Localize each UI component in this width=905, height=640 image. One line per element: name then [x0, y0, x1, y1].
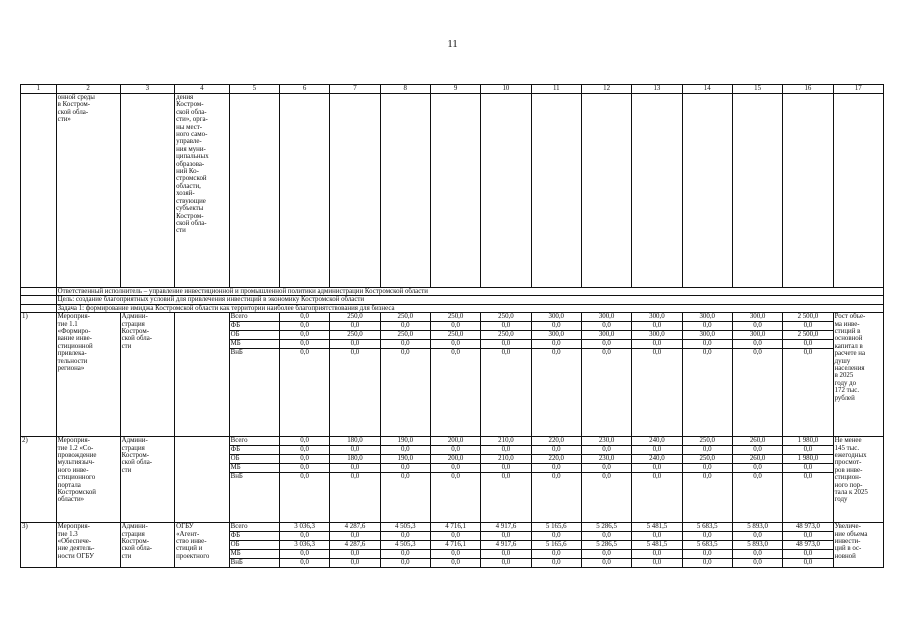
amount-cell: 0,0	[732, 322, 782, 331]
amount-cell: 4 716,1	[430, 523, 480, 532]
amount-cell: 0,0	[581, 559, 631, 568]
amount-cell: 0,0	[581, 322, 631, 331]
cont-cell-5	[229, 94, 279, 288]
cont-cell-3	[120, 94, 175, 288]
funding-source: ФБ	[229, 322, 279, 331]
amount-cell: 0,0	[581, 532, 631, 541]
funding-source: ФБ	[229, 446, 279, 455]
program-table	[20, 84, 884, 568]
amount-cell: 250,0	[481, 313, 531, 322]
goal-row	[21, 296, 884, 304]
cont-cell-12	[581, 94, 631, 288]
measure-executor: Админи- страция Костром- ской обла- сти	[120, 313, 175, 437]
amount-cell: 0,0	[380, 550, 430, 559]
amount-cell: 250,0	[330, 331, 380, 340]
amount-cell: 0,0	[330, 532, 380, 541]
amount-cell: 4 917,6	[481, 541, 531, 550]
amount-cell: 5 481,5	[632, 523, 682, 532]
amount-cell: 0,0	[430, 532, 480, 541]
amount-cell: 0,0	[682, 559, 732, 568]
cont-measure-name: онной среды в Костром- ской обла- сти»	[56, 94, 120, 288]
header-row	[21, 85, 884, 94]
amount-cell: 1 980,0	[783, 437, 833, 446]
amount-cell: 220,0	[531, 437, 581, 446]
amount-cell: 0,0	[279, 437, 329, 446]
amount-cell: 5 893,0	[732, 523, 782, 532]
amount-cell: 0,0	[632, 349, 682, 437]
amount-cell: 0,0	[330, 550, 380, 559]
measure-partner	[175, 313, 230, 437]
cont-cell-17	[833, 94, 883, 288]
amount-cell: 0,0	[531, 446, 581, 455]
goal-line: Цель: создание благоприятных условий для привлечения инвестиций в экономику Костромской области	[56, 296, 883, 304]
amount-cell: 0,0	[632, 446, 682, 455]
measure-name: Мероприя- тие 1.1 «Формиро- вание инве- стиционной привлека- тельности региона»	[56, 313, 120, 437]
amount-cell: 250,0	[430, 313, 480, 322]
amount-cell: 4 716,1	[430, 541, 480, 550]
amount-cell: 0,0	[682, 340, 732, 349]
funding-source: Всего	[229, 523, 279, 532]
funding-source: ОБ	[229, 331, 279, 340]
executor-line: Ответственный исполнитель – управление инвестиционной и промышленной политики администрации Костромской области	[56, 288, 883, 296]
header-col-7: 7	[330, 85, 380, 94]
amount-cell: 0,0	[632, 464, 682, 473]
amount-cell: 0,0	[732, 559, 782, 568]
amount-cell: 0,0	[330, 340, 380, 349]
cont-cell-16	[783, 94, 833, 288]
amount-cell: 0,0	[732, 446, 782, 455]
cont-cell-15	[732, 94, 782, 288]
amount-cell: 0,0	[481, 446, 531, 455]
amount-cell: 0,0	[481, 559, 531, 568]
amount-cell: 250,0	[330, 313, 380, 322]
measure-number: 3)	[21, 523, 57, 568]
measure-number: 1)	[21, 313, 57, 437]
amount-cell: 0,0	[531, 349, 581, 437]
amount-cell: 250,0	[430, 331, 480, 340]
amount-cell: 0,0	[783, 464, 833, 473]
expected-result: Не менее 145 тыс. ежегодных просмот- ров инве- стицион- ного пор- тала к 2025 году	[833, 437, 883, 523]
budget-row	[21, 523, 884, 532]
amount-cell: 190,0	[380, 455, 430, 464]
amount-cell: 250,0	[682, 437, 732, 446]
header-col-11: 11	[531, 85, 581, 94]
amount-cell: 0,0	[632, 559, 682, 568]
task-row-num	[21, 304, 57, 312]
amount-cell: 0,0	[783, 349, 833, 437]
task-line: Задача 1: формирование имиджа Костромской области как территории наиболее благоприятствования для бизнеса	[56, 304, 883, 312]
funding-source: ФБ	[229, 532, 279, 541]
header-col-3: 3	[120, 85, 175, 94]
header-col-9: 9	[430, 85, 480, 94]
measure-name: Мероприя- тие 1.3 «Обеспече- ние деятель- ности ОГБУ	[56, 523, 120, 568]
amount-cell: 0,0	[581, 340, 631, 349]
amount-cell: 0,0	[581, 349, 631, 437]
amount-cell: 0,0	[481, 340, 531, 349]
amount-cell: 0,0	[481, 473, 531, 523]
amount-cell: 5 893,0	[732, 541, 782, 550]
amount-cell: 0,0	[279, 455, 329, 464]
amount-cell: 0,0	[632, 473, 682, 523]
amount-cell: 0,0	[531, 473, 581, 523]
measure-partner: ОГБУ «Агент- ство инве- стиций и проектного	[175, 523, 230, 568]
amount-cell: 0,0	[279, 331, 329, 340]
amount-cell: 0,0	[732, 532, 782, 541]
amount-cell: 0,0	[279, 464, 329, 473]
amount-cell: 0,0	[279, 559, 329, 568]
amount-cell: 0,0	[632, 532, 682, 541]
amount-cell: 0,0	[481, 532, 531, 541]
amount-cell: 300,0	[531, 313, 581, 322]
continuation-row	[21, 94, 884, 288]
amount-cell: 0,0	[481, 464, 531, 473]
amount-cell: 0,0	[682, 464, 732, 473]
amount-cell: 1 980,0	[783, 455, 833, 464]
amount-cell: 240,0	[632, 437, 682, 446]
amount-cell: 0,0	[682, 446, 732, 455]
amount-cell: 300,0	[632, 313, 682, 322]
amount-cell: 0,0	[430, 322, 480, 331]
amount-cell: 0,0	[279, 532, 329, 541]
amount-cell: 0,0	[481, 349, 531, 437]
amount-cell: 0,0	[430, 446, 480, 455]
header-col-8: 8	[380, 85, 430, 94]
amount-cell: 4 917,6	[481, 523, 531, 532]
amount-cell: 0,0	[330, 473, 380, 523]
cont-cell-7	[330, 94, 380, 288]
amount-cell: 0,0	[732, 349, 782, 437]
table-body	[21, 85, 884, 568]
amount-cell: 0,0	[430, 340, 480, 349]
amount-cell: 0,0	[581, 464, 631, 473]
amount-cell: 250,0	[380, 313, 430, 322]
amount-cell: 0,0	[682, 473, 732, 523]
executor-row	[21, 288, 884, 296]
amount-cell: 0,0	[380, 559, 430, 568]
amount-cell: 250,0	[380, 331, 430, 340]
amount-cell: 200,0	[430, 437, 480, 446]
amount-cell: 0,0	[430, 464, 480, 473]
amount-cell: 250,0	[481, 331, 531, 340]
header-col-2: 2	[56, 85, 120, 94]
amount-cell: 0,0	[783, 532, 833, 541]
amount-cell: 300,0	[581, 331, 631, 340]
amount-cell: 210,0	[481, 455, 531, 464]
header-col-15: 15	[732, 85, 782, 94]
amount-cell: 0,0	[330, 322, 380, 331]
funding-source: ВнБ	[229, 349, 279, 437]
amount-cell: 300,0	[581, 313, 631, 322]
amount-cell: 0,0	[279, 313, 329, 322]
amount-cell: 0,0	[682, 550, 732, 559]
goal-row-num	[21, 296, 57, 304]
amount-cell: 210,0	[481, 437, 531, 446]
cont-partners: дения Костром- ской обла- сти», орга- ны мест- ного само- управле- ния муни- ципальных образова- ний Ко- стромской области, хозяй- ствующие субъекты Костром- ской обла- сти	[175, 94, 230, 288]
funding-source: ОБ	[229, 455, 279, 464]
amount-cell: 48 973,0	[783, 541, 833, 550]
measure-name: Мероприя- тие 1.2 «Со- провождение мультиязыч- ного инве- стиционного портала Костромской области»	[56, 437, 120, 523]
measure-partner	[175, 437, 230, 523]
amount-cell: 0,0	[783, 473, 833, 523]
amount-cell: 5 286,5	[581, 523, 631, 532]
amount-cell: 0,0	[783, 340, 833, 349]
amount-cell: 0,0	[531, 340, 581, 349]
amount-cell: 5 683,5	[682, 523, 732, 532]
amount-cell: 0,0	[330, 446, 380, 455]
amount-cell: 0,0	[481, 550, 531, 559]
cont-cell-1	[21, 94, 57, 288]
cont-cell-9	[430, 94, 480, 288]
amount-cell: 4 287,6	[330, 541, 380, 550]
amount-cell: 4 287,6	[330, 523, 380, 532]
amount-cell: 0,0	[380, 349, 430, 437]
amount-cell: 2 500,0	[783, 331, 833, 340]
amount-cell: 230,0	[581, 455, 631, 464]
amount-cell: 5 165,6	[531, 523, 581, 532]
cont-cell-11	[531, 94, 581, 288]
header-col-6: 6	[279, 85, 329, 94]
budget-row	[21, 313, 884, 322]
amount-cell: 0,0	[581, 473, 631, 523]
amount-cell: 0,0	[632, 340, 682, 349]
amount-cell: 240,0	[632, 455, 682, 464]
amount-cell: 0,0	[380, 340, 430, 349]
amount-cell: 0,0	[279, 550, 329, 559]
header-col-13: 13	[632, 85, 682, 94]
amount-cell: 48 973,0	[783, 523, 833, 532]
funding-source: МБ	[229, 550, 279, 559]
amount-cell: 0,0	[682, 322, 732, 331]
amount-cell: 0,0	[531, 322, 581, 331]
header-col-14: 14	[682, 85, 732, 94]
amount-cell: 0,0	[632, 322, 682, 331]
funding-source: МБ	[229, 464, 279, 473]
amount-cell: 0,0	[430, 559, 480, 568]
amount-cell: 3 036,3	[279, 523, 329, 532]
header-col-12: 12	[581, 85, 631, 94]
header-col-5: 5	[229, 85, 279, 94]
cont-cell-6	[279, 94, 329, 288]
funding-source: Всего	[229, 437, 279, 446]
header-col-16: 16	[783, 85, 833, 94]
amount-cell: 0,0	[380, 464, 430, 473]
measure-executor: Админи- страция Костром- ской обла- сти	[120, 437, 175, 523]
amount-cell: 190,0	[380, 437, 430, 446]
amount-cell: 0,0	[531, 464, 581, 473]
header-col-1: 1	[21, 85, 57, 94]
cont-cell-8	[380, 94, 430, 288]
amount-cell: 0,0	[430, 550, 480, 559]
amount-cell: 0,0	[380, 473, 430, 523]
amount-cell: 0,0	[531, 559, 581, 568]
amount-cell: 200,0	[430, 455, 480, 464]
cont-cell-14	[682, 94, 732, 288]
amount-cell: 300,0	[632, 331, 682, 340]
header-col-10: 10	[481, 85, 531, 94]
amount-cell: 0,0	[481, 322, 531, 331]
amount-cell: 4 505,3	[380, 541, 430, 550]
amount-cell: 0,0	[279, 446, 329, 455]
amount-cell: 230,0	[581, 437, 631, 446]
amount-cell: 0,0	[783, 322, 833, 331]
amount-cell: 0,0	[380, 446, 430, 455]
amount-cell: 0,0	[581, 550, 631, 559]
page-number: 11	[447, 38, 458, 50]
amount-cell: 0,0	[430, 349, 480, 437]
amount-cell: 0,0	[279, 473, 329, 523]
amount-cell: 0,0	[531, 550, 581, 559]
funding-source: Всего	[229, 313, 279, 322]
amount-cell: 0,0	[732, 473, 782, 523]
budget-row	[21, 437, 884, 446]
funding-source: МБ	[229, 340, 279, 349]
amount-cell: 180,0	[330, 455, 380, 464]
funding-source: ВнБ	[229, 559, 279, 568]
amount-cell: 0,0	[682, 532, 732, 541]
funding-source: ВнБ	[229, 473, 279, 523]
amount-cell: 5 481,5	[632, 541, 682, 550]
amount-cell: 0,0	[581, 446, 631, 455]
amount-cell: 2 500,0	[783, 313, 833, 322]
cont-cell-13	[632, 94, 682, 288]
amount-cell: 180,0	[330, 437, 380, 446]
amount-cell: 220,0	[531, 455, 581, 464]
amount-cell: 5 683,5	[682, 541, 732, 550]
amount-cell: 0,0	[330, 349, 380, 437]
expected-result: Увеличе- ние объема инвести- ций в ос- новной	[833, 523, 883, 568]
cont-cell-10	[481, 94, 531, 288]
amount-cell: 300,0	[682, 331, 732, 340]
amount-cell: 0,0	[783, 550, 833, 559]
amount-cell: 0,0	[682, 349, 732, 437]
amount-cell: 0,0	[783, 559, 833, 568]
amount-cell: 5 165,6	[531, 541, 581, 550]
amount-cell: 0,0	[732, 340, 782, 349]
task-row	[21, 304, 884, 312]
amount-cell: 0,0	[380, 532, 430, 541]
amount-cell: 0,0	[430, 473, 480, 523]
amount-cell: 250,0	[682, 455, 732, 464]
executor-row-num	[21, 288, 57, 296]
amount-cell: 0,0	[732, 464, 782, 473]
amount-cell: 300,0	[682, 313, 732, 322]
header-col-4: 4	[175, 85, 230, 94]
amount-cell: 4 505,3	[380, 523, 430, 532]
amount-cell: 0,0	[783, 446, 833, 455]
amount-cell: 5 286,5	[581, 541, 631, 550]
amount-cell: 0,0	[380, 322, 430, 331]
amount-cell: 0,0	[732, 550, 782, 559]
measure-executor: Админи- страция Костром- ской обла- сти	[120, 523, 175, 568]
amount-cell: 0,0	[531, 532, 581, 541]
amount-cell: 3 036,3	[279, 541, 329, 550]
expected-result: Рост объе- ма инве- стиций в основной капитал в расчете на душу населения в 2025 году до 172 тыс. рублей	[833, 313, 883, 437]
amount-cell: 0,0	[279, 349, 329, 437]
amount-cell: 300,0	[732, 331, 782, 340]
amount-cell: 0,0	[632, 550, 682, 559]
funding-source: ОБ	[229, 541, 279, 550]
amount-cell: 0,0	[279, 322, 329, 331]
amount-cell: 0,0	[330, 464, 380, 473]
header-col-17: 17	[833, 85, 883, 94]
amount-cell: 300,0	[732, 313, 782, 322]
amount-cell: 300,0	[531, 331, 581, 340]
measure-number: 2)	[21, 437, 57, 523]
amount-cell: 260,0	[732, 455, 782, 464]
amount-cell: 260,0	[732, 437, 782, 446]
amount-cell: 0,0	[330, 559, 380, 568]
amount-cell: 0,0	[279, 340, 329, 349]
